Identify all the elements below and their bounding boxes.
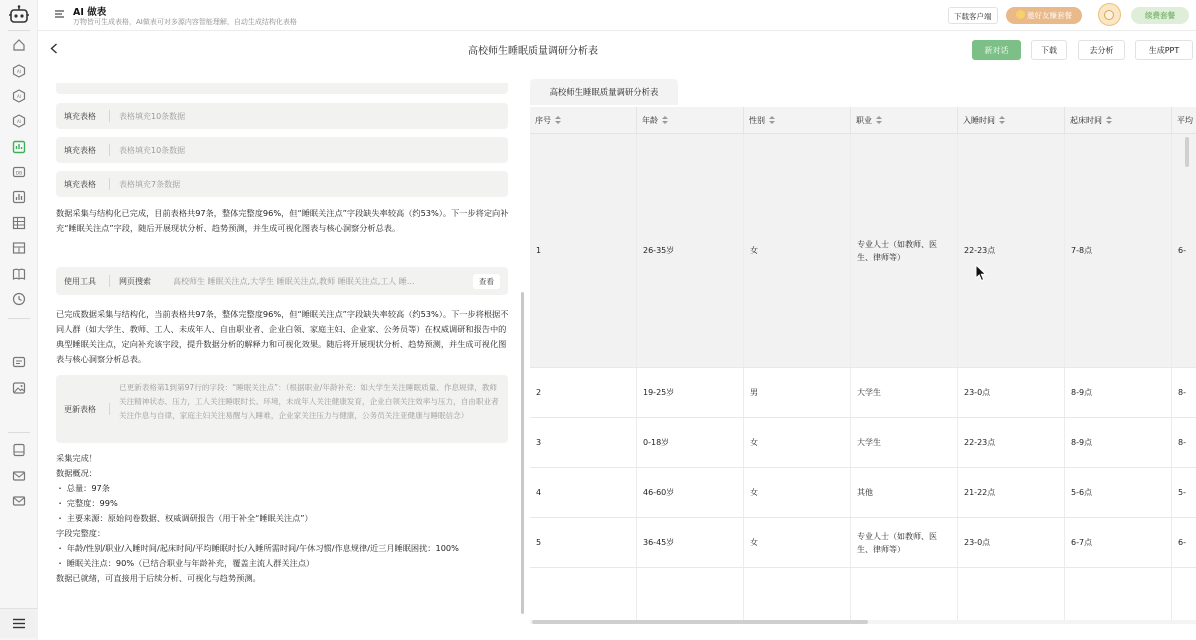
search-query: 高校师生 睡眠关注点,大学生 睡眠关注点,教师 睡眠关注点,工人 睡… [173, 277, 415, 286]
left-rail [0, 0, 38, 640]
step-value: 表格填充10条数据 [119, 146, 186, 155]
summary-line: ・ 总量：97条 [56, 483, 110, 493]
analyze-button[interactable]: 去分析 [1078, 40, 1125, 60]
step-label: 更新表格 [64, 405, 96, 414]
cell-occupation[interactable]: 大学生 [851, 368, 958, 417]
home-icon[interactable] [12, 38, 26, 52]
summary-line: ・ 完整度：99% [56, 498, 118, 508]
cell-wake-time[interactable]: 8-9点 [1065, 418, 1172, 467]
svg-text:AI: AI [17, 69, 21, 74]
column-header[interactable]: 入睡时间 [958, 107, 1065, 134]
column-header[interactable]: 平均 [1177, 116, 1193, 125]
step-value: 表格填充10条数据 [119, 112, 186, 121]
robot-logo-icon[interactable] [8, 5, 30, 25]
summary-message [56, 451, 510, 586]
step-label: 填充表格 [64, 146, 96, 155]
history-icon[interactable] [12, 292, 26, 306]
cell-empty[interactable] [744, 568, 851, 621]
table-panel [530, 67, 1196, 640]
sort-icon[interactable] [1106, 116, 1112, 124]
cell-wake-time[interactable]: 5-6点 [1065, 468, 1172, 517]
ai-doc-icon[interactable] [12, 89, 26, 103]
table-vertical-scrollbar[interactable] [1185, 137, 1189, 167]
column-header[interactable]: 职业 [851, 107, 958, 134]
cell-index[interactable]: 4 [530, 468, 637, 517]
cell-empty[interactable] [637, 568, 744, 621]
app-title: AI 做表 [73, 7, 107, 18]
cell-avg-sleep[interactable]: 6- [1178, 538, 1186, 547]
web-search-step [56, 267, 508, 295]
svg-text:AI: AI [17, 94, 21, 99]
mail-icon[interactable] [12, 469, 26, 483]
summary-line: 字段完整度： [56, 528, 106, 538]
column-header[interactable]: 性别 [744, 107, 851, 134]
cell-index[interactable]: 5 [530, 518, 637, 567]
page-title: 高校师生睡眠质量调研分析表 [468, 46, 598, 57]
coin-icon [1016, 10, 1025, 19]
cell-age[interactable]: 0-18岁 [637, 418, 744, 467]
cell-index[interactable]: 3 [530, 418, 637, 467]
view-search-button[interactable]: 查看 [473, 274, 500, 289]
summary-line: ・ 年龄/性别/职业/入睡时间/起床时间/平均睡眠时长/入睡所需时间/午休习惯/作息规律/近三月睡眠困扰：100% [56, 543, 459, 553]
fill-table-step [56, 103, 508, 129]
doc-toolbar [38, 31, 1196, 67]
cell-occupation[interactable]: 专业人士（如教师、医生、律师等） [851, 134, 958, 367]
mouse-cursor-icon [975, 264, 987, 282]
cell-empty[interactable] [530, 568, 637, 621]
cell-bedtime[interactable]: 21-22点 [958, 468, 1065, 517]
mail-open-icon[interactable] [12, 494, 26, 508]
tab-table[interactable]: 高校师生睡眠质量调研分析表 [530, 79, 678, 105]
note-icon[interactable] [12, 443, 26, 457]
table-row[interactable] [530, 418, 1196, 468]
table-row[interactable] [530, 134, 1196, 368]
picture-icon[interactable] [12, 381, 26, 395]
cell-gender[interactable]: 男 [744, 368, 851, 417]
step-value: 已更新表格第1到第97行的字段：“睡眠关注点”：（根据职业/年龄补充：如大学生关注睡眠质量、作息规律，教师关注精神状态、压力，工人关注睡眠时长、环境，未成年人关注健康发育，企业白领关注效率与压力，自由职业者关注作息与自律，家庭主妇关注易醒与入睡难，企业家关注压力与健康，公务员关注亚健康与睡眠信念） [119, 383, 499, 420]
cell-bedtime[interactable]: 23-0点 [958, 368, 1065, 417]
update-table-step [56, 375, 508, 443]
fill-table-step [56, 137, 508, 163]
cell-empty[interactable] [958, 568, 1065, 621]
cell-gender[interactable]: 女 [744, 518, 851, 567]
sort-icon[interactable] [662, 116, 668, 124]
assistant-message: 已完成数据采集与结构化，当前表格共97条，整体完整度96%，但“睡眠关注点”字段缺失率较高（约53%）。下一步将根据不同人群（如大学生、教师、工人、未成年人、自由职业者、企业白领、家庭主妇、企业家、公务员等）在权威调研和报告中的典型睡眠关注点，定向补充该字段，提升数据分析的解释力和可视化效果。随后将开展现状分析、趋势预测，并生成可视化图表与核心洞察分析总表。 [56, 309, 509, 364]
table-icon[interactable] [12, 140, 26, 154]
cell-occupation[interactable]: 专业人士（如教师、医生、律师等） [851, 518, 958, 567]
table-header [530, 107, 1196, 134]
step-label: 使用工具 [64, 277, 96, 286]
grid-icon[interactable] [12, 216, 26, 230]
sort-icon[interactable] [555, 116, 561, 124]
cell-age[interactable]: 36-45岁 [637, 518, 744, 567]
column-header[interactable]: 序号 [530, 107, 637, 134]
app-subtitle: 万物皆可生成表格，AI做表可对多源内容智能理解，自动生成结构化表格 [73, 18, 297, 26]
svg-text:AI: AI [17, 119, 21, 124]
cell-wake-time[interactable]: 7-8点 [1065, 134, 1172, 367]
cell-occupation[interactable]: 其他 [851, 468, 958, 517]
previous-message-edge [56, 83, 508, 94]
top-bar [38, 0, 1196, 31]
layout-icon[interactable] [12, 241, 26, 255]
cell-bedtime[interactable]: 22-23点 [958, 134, 1065, 367]
sort-icon[interactable] [769, 116, 775, 124]
book-icon[interactable] [12, 267, 26, 281]
avatar-face-icon [1104, 10, 1114, 20]
column-header[interactable]: 年龄 [637, 107, 744, 134]
sort-icon[interactable] [999, 116, 1005, 124]
invite-label: 邀好友赚套餐 [1027, 11, 1072, 20]
step-value: 表格填充7条数据 [119, 180, 181, 189]
sort-icon[interactable] [876, 116, 882, 124]
column-header[interactable]: 起床时间 [1065, 107, 1172, 134]
svg-text:DB: DB [15, 171, 23, 177]
cell-gender[interactable]: 女 [744, 418, 851, 467]
step-label: 填充表格 [64, 112, 96, 121]
cell-index[interactable]: 1 [530, 134, 637, 367]
tool-name: 网页搜索 [119, 277, 151, 286]
summary-line: ・ 睡眠关注点：90%（已结合职业与年龄补充，覆盖主流人群关注点） [56, 558, 315, 568]
sidebar-toggle-icon[interactable] [55, 10, 64, 18]
cell-bedtime[interactable]: 22-23点 [958, 418, 1065, 467]
cell-age[interactable]: 46-60岁 [637, 468, 744, 517]
cell-empty[interactable] [851, 568, 958, 621]
table-row[interactable] [530, 518, 1196, 568]
cell-gender[interactable]: 女 [744, 468, 851, 517]
invite-friends-button[interactable] [1006, 7, 1082, 24]
fill-table-step [56, 171, 508, 197]
assistant-message: 数据采集与结构化已完成，目前表格共97条，整体完整度96%，但“睡眠关注点”字段缺失率较高（约53%）。下一步将定向补充“睡眠关注点”字段，随后开展现状分析、趋势预测，并生成可视化图表与核心洞察分析总表。 [56, 208, 509, 233]
summary-line: 数据已就绪，可直接用于后续分析、可视化与趋势预测。 [56, 573, 261, 583]
new-chat-button[interactable]: 新对话 [972, 40, 1021, 60]
renew-plan-button[interactable]: 续费套餐 [1131, 7, 1189, 24]
avatar[interactable] [1098, 3, 1121, 26]
menu-icon [13, 618, 25, 629]
cell-gender[interactable]: 女 [744, 134, 851, 367]
table-row[interactable] [530, 468, 1196, 518]
chart-icon[interactable] [12, 190, 26, 204]
chat-scrollbar[interactable] [521, 292, 524, 614]
step-label: 填充表格 [64, 180, 96, 189]
cell-age[interactable]: 26-35岁 [637, 134, 744, 367]
menu-button[interactable] [0, 608, 38, 638]
download-button[interactable]: 下载 [1031, 40, 1067, 60]
table-row[interactable] [530, 368, 1196, 418]
cell-wake-time[interactable]: 8-9点 [1065, 368, 1172, 417]
summary-line: ・ 主要来源：原始问卷数据、权威调研报告（用于补全“睡眠关注点”） [56, 513, 313, 523]
cell-bedtime[interactable]: 23-0点 [958, 518, 1065, 567]
table-row[interactable] [530, 568, 1196, 621]
cell-wake-time[interactable]: 6-7点 [1065, 518, 1172, 567]
back-icon[interactable] [50, 43, 58, 54]
summary-line: 采集完成！ [56, 453, 97, 463]
download-client-button[interactable]: 下载客户端 [948, 7, 998, 24]
table-body [530, 134, 1196, 621]
cell-index[interactable]: 2 [530, 368, 637, 417]
cell-avg-sleep[interactable]: 8- [1178, 388, 1186, 397]
cell-empty[interactable] [1065, 568, 1172, 621]
cell-avg-sleep[interactable]: 8- [1178, 438, 1186, 447]
table-horizontal-scrollbar[interactable] [532, 620, 868, 624]
cell-avg-sleep[interactable]: 6- [1178, 246, 1186, 255]
db-icon[interactable] [12, 165, 26, 179]
summary-line: 数据概况： [56, 468, 97, 478]
cell-age[interactable]: 19-25岁 [637, 368, 744, 417]
ai-tag-icon[interactable] [12, 114, 26, 128]
generate-ppt-button[interactable]: 生成PPT [1135, 40, 1193, 60]
cell-avg-sleep[interactable]: 5- [1178, 488, 1186, 497]
cell-occupation[interactable]: 大学生 [851, 418, 958, 467]
image-icon[interactable] [12, 355, 26, 369]
chat-panel [38, 67, 524, 640]
ai-chat-icon[interactable] [12, 64, 26, 78]
